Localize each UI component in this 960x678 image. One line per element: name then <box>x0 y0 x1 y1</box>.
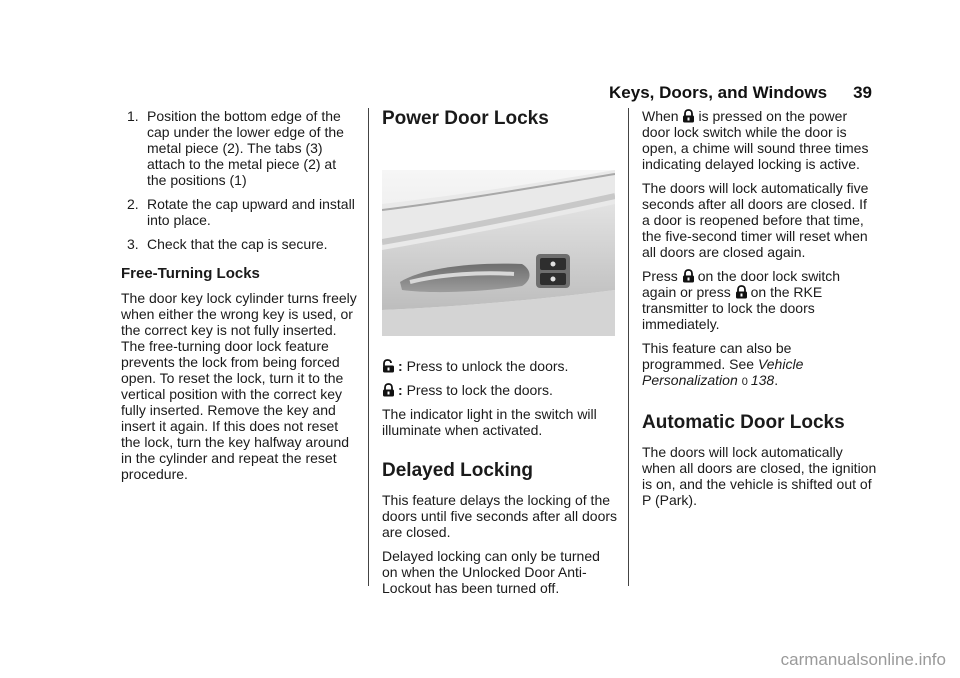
lock-instruction <box>382 382 618 398</box>
column-1 <box>121 108 357 490</box>
when-rest-text: is pressed on the power door lock switch while the door is open, a chime will sound three times indicating delayed locking is active. <box>642 108 869 172</box>
delayed-locking-heading: Delayed Locking <box>382 460 533 481</box>
column-divider-1 <box>368 108 369 586</box>
column-3 <box>642 108 878 516</box>
delayed-para-4: The doors will lock automatically five seconds after all doors are closed. If a door is reopened before that time, the five-second timer will reset when all doors are closed again. <box>642 180 869 260</box>
delayed-para-1: This feature delays the locking of the doors until five seconds after all doors are closed. <box>382 492 618 540</box>
lock-icon <box>682 269 695 283</box>
step-item <box>121 196 357 228</box>
lock-icon <box>382 383 395 397</box>
unlock-instruction <box>382 358 618 374</box>
free-turning-body: The door key lock cylinder turns freely when either the wrong key is used, or the correct key is not fully inserted. The free-turning door lock feature prevents the lock from being forced open. To reset the lock, turn it to the vertical position with the correct key fully inserted. Remove the key and insert it again. If this does not reset the lock, turn the key halfway around in the cylinder and repeat the reset procedure. <box>121 290 357 482</box>
step-text: Check that the cap is secure. <box>147 236 328 252</box>
indicator-text: The indicator light in the switch will illuminate when activated. <box>382 406 597 438</box>
delayed-para-5 <box>642 268 878 332</box>
vehicle-personalization-link[interactable]: Vehicle Personalization <box>642 356 804 388</box>
step-list <box>121 108 357 252</box>
page-number: 39 <box>853 83 872 102</box>
step-item <box>121 108 357 188</box>
door-lock-switch-image <box>382 170 615 336</box>
step-number: 1. <box>127 108 139 124</box>
press-text: Press <box>642 268 678 284</box>
automatic-body: The doors will lock automatically when all doors are closed, the ignition is on, and the vehicle is shifted out of P (Park). <box>642 444 877 508</box>
lock-icon <box>682 109 695 123</box>
page-ref[interactable]: 138 <box>750 372 775 388</box>
step-text: Position the bottom edge of the cap under the lower edge of the metal piece (2). The tabs (3) attach to the metal piece (2) at the positions (1) <box>147 108 344 188</box>
lock-text: Press to lock the doors. <box>406 382 553 398</box>
running-header <box>609 83 872 103</box>
delayed-para-2: Delayed locking can only be turned on when the Unlocked Door Anti-Lockout has been turned off. <box>382 548 600 596</box>
delayed-para-6 <box>642 340 878 390</box>
period: . <box>774 372 779 388</box>
lock-colon: : <box>398 382 403 398</box>
step-number: 2. <box>127 196 139 212</box>
automatic-door-locks-heading: Automatic Door Locks <box>642 412 845 433</box>
delayed-para-3 <box>642 108 878 172</box>
column-2 <box>382 108 618 604</box>
free-turning-heading: Free-Turning Locks <box>121 265 260 282</box>
unlock-icon <box>382 359 395 373</box>
when-text: When <box>642 108 679 124</box>
switch-text: on the door lock switch again or press <box>642 268 841 300</box>
lock-icon <box>735 285 748 299</box>
programmed-text: This feature can also be programmed. See <box>642 340 792 372</box>
page-ref-icon: 0 <box>741 376 748 388</box>
step-text: Rotate the cap upward and install into place. <box>147 196 355 228</box>
rke-text: on the RKE transmitter to lock the doors immediately. <box>642 284 823 332</box>
unlock-text: Press to unlock the doors. <box>406 358 569 374</box>
watermark: carmanualsonline.info <box>780 650 946 669</box>
step-item <box>121 236 357 252</box>
step-number: 3. <box>127 236 139 252</box>
power-door-locks-heading: Power Door Locks <box>382 108 549 129</box>
section-title: Keys, Doors, and Windows <box>609 83 828 102</box>
unlock-colon: : <box>398 358 403 374</box>
column-divider-2 <box>628 108 629 586</box>
